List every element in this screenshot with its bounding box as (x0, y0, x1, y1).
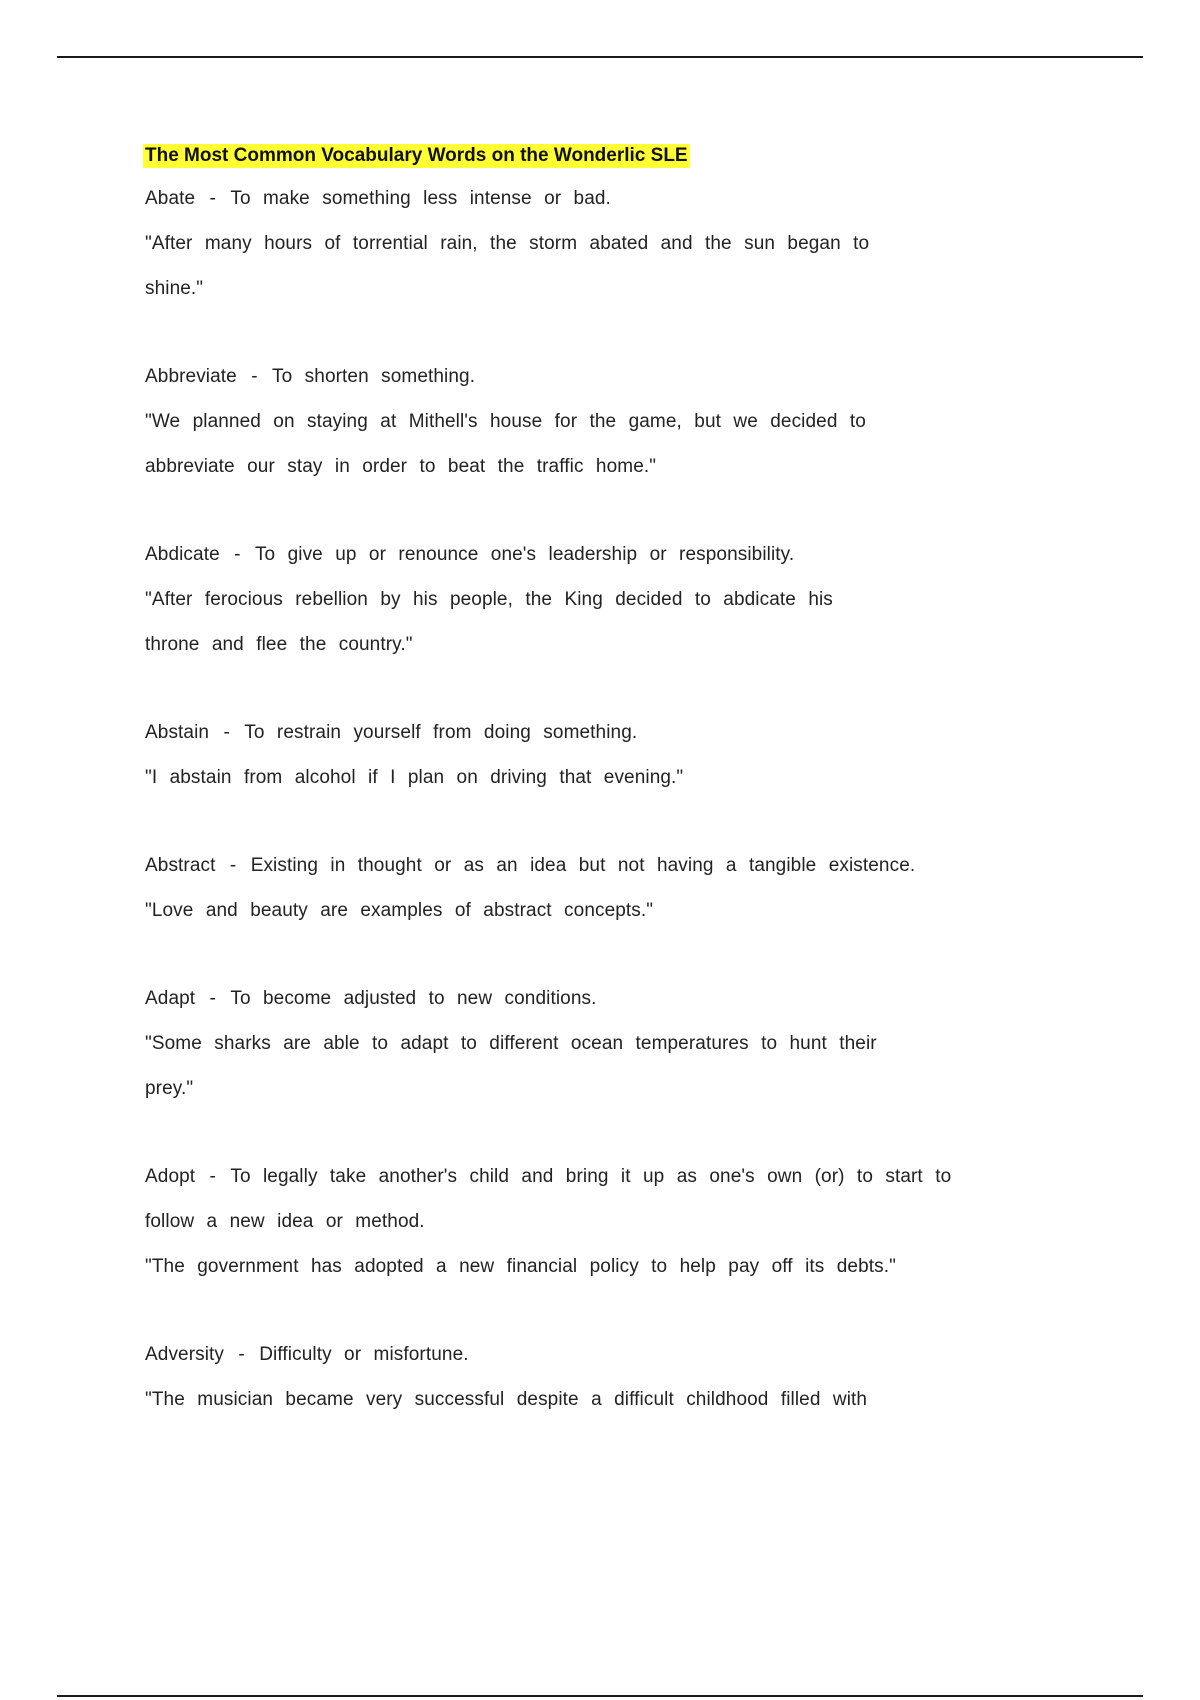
vocabulary-term: Abstract (145, 855, 216, 876)
term-separator: - (197, 1166, 229, 1187)
vocabulary-entry (145, 354, 1065, 489)
definition-line (145, 176, 1065, 221)
vocabulary-definition: To shorten something. (272, 366, 476, 387)
term-separator: - (226, 1344, 258, 1365)
vocabulary-definition: To give up or renounce one's leadership or responsibility. (254, 544, 795, 565)
term-separator: - (217, 855, 249, 876)
definition-line (145, 354, 1065, 399)
definition-line (145, 710, 1065, 755)
term-separator: - (221, 544, 253, 565)
example-sentence-line: "We planned on staying at Mithell's house for the game, but we decided to (145, 411, 866, 432)
term-separator: - (197, 188, 229, 209)
vocabulary-term: Adopt (145, 1166, 196, 1187)
example-sentence-line: "I abstain from alcohol if I plan on driving that evening." (145, 767, 684, 788)
example-sentence-line: throne and flee the country." (145, 634, 413, 655)
definition-line (145, 976, 1065, 1021)
vocabulary-entry (145, 1154, 1065, 1289)
term-separator: - (211, 722, 243, 743)
definition-line (145, 1154, 1065, 1199)
vocabulary-term: Adversity (145, 1344, 225, 1365)
vocabulary-term: Abdicate (145, 544, 220, 565)
vocabulary-list (145, 176, 1065, 1422)
document-title: The Most Common Vocabulary Words on the Wonderlic SLE (145, 145, 688, 166)
vocabulary-entry (145, 1332, 1065, 1422)
vocabulary-entry (145, 710, 1065, 800)
example-sentence-line: "After ferocious rebellion by his people, the King decided to abdicate his (145, 589, 833, 610)
bottom-divider (57, 1695, 1143, 1697)
vocabulary-definition: To restrain yourself from doing something. (244, 722, 638, 743)
top-divider (57, 56, 1143, 58)
example-sentence-line: "Some sharks are able to adapt to different ocean temperatures to hunt their (145, 1033, 877, 1054)
vocabulary-definition: To make something less intense or bad. (230, 188, 611, 209)
vocabulary-definition: To legally take another's child and bring it up as one's own (or) to start to (230, 1166, 952, 1187)
vocabulary-term: Abate (145, 188, 196, 209)
document-body (145, 144, 1065, 1465)
vocabulary-definition-continued: follow a new idea or method. (145, 1211, 425, 1232)
vocabulary-entry (145, 176, 1065, 311)
vocabulary-definition: Existing in thought or as an idea but not having a tangible existence. (250, 855, 916, 876)
example-sentence-line: prey." (145, 1078, 194, 1099)
example-sentence-line: abbreviate our stay in order to beat the traffic home." (145, 456, 657, 477)
vocabulary-entry (145, 976, 1065, 1111)
definition-line (145, 532, 1065, 577)
example-sentence-line: "The musician became very successful despite a difficult childhood filled with (145, 1389, 868, 1410)
vocabulary-definition: To become adjusted to new conditions. (230, 988, 597, 1009)
vocabulary-term: Adapt (145, 988, 196, 1009)
definition-line (145, 843, 1065, 888)
definition-line (145, 1332, 1065, 1377)
term-separator: - (197, 988, 229, 1009)
example-sentence-line: shine." (145, 278, 204, 299)
example-sentence-line: "The government has adopted a new financial policy to help pay off its debts." (145, 1256, 896, 1277)
vocabulary-entry (145, 843, 1065, 933)
vocabulary-term: Abbreviate (145, 366, 237, 387)
example-sentence-line: "After many hours of torrential rain, the storm abated and the sun began to (145, 233, 870, 254)
example-sentence-line: "Love and beauty are examples of abstract concepts." (145, 900, 654, 921)
vocabulary-term: Abstain (145, 722, 210, 743)
vocabulary-definition: Difficulty or misfortune. (259, 1344, 469, 1365)
term-separator: - (238, 366, 271, 387)
vocabulary-entry (145, 532, 1065, 667)
